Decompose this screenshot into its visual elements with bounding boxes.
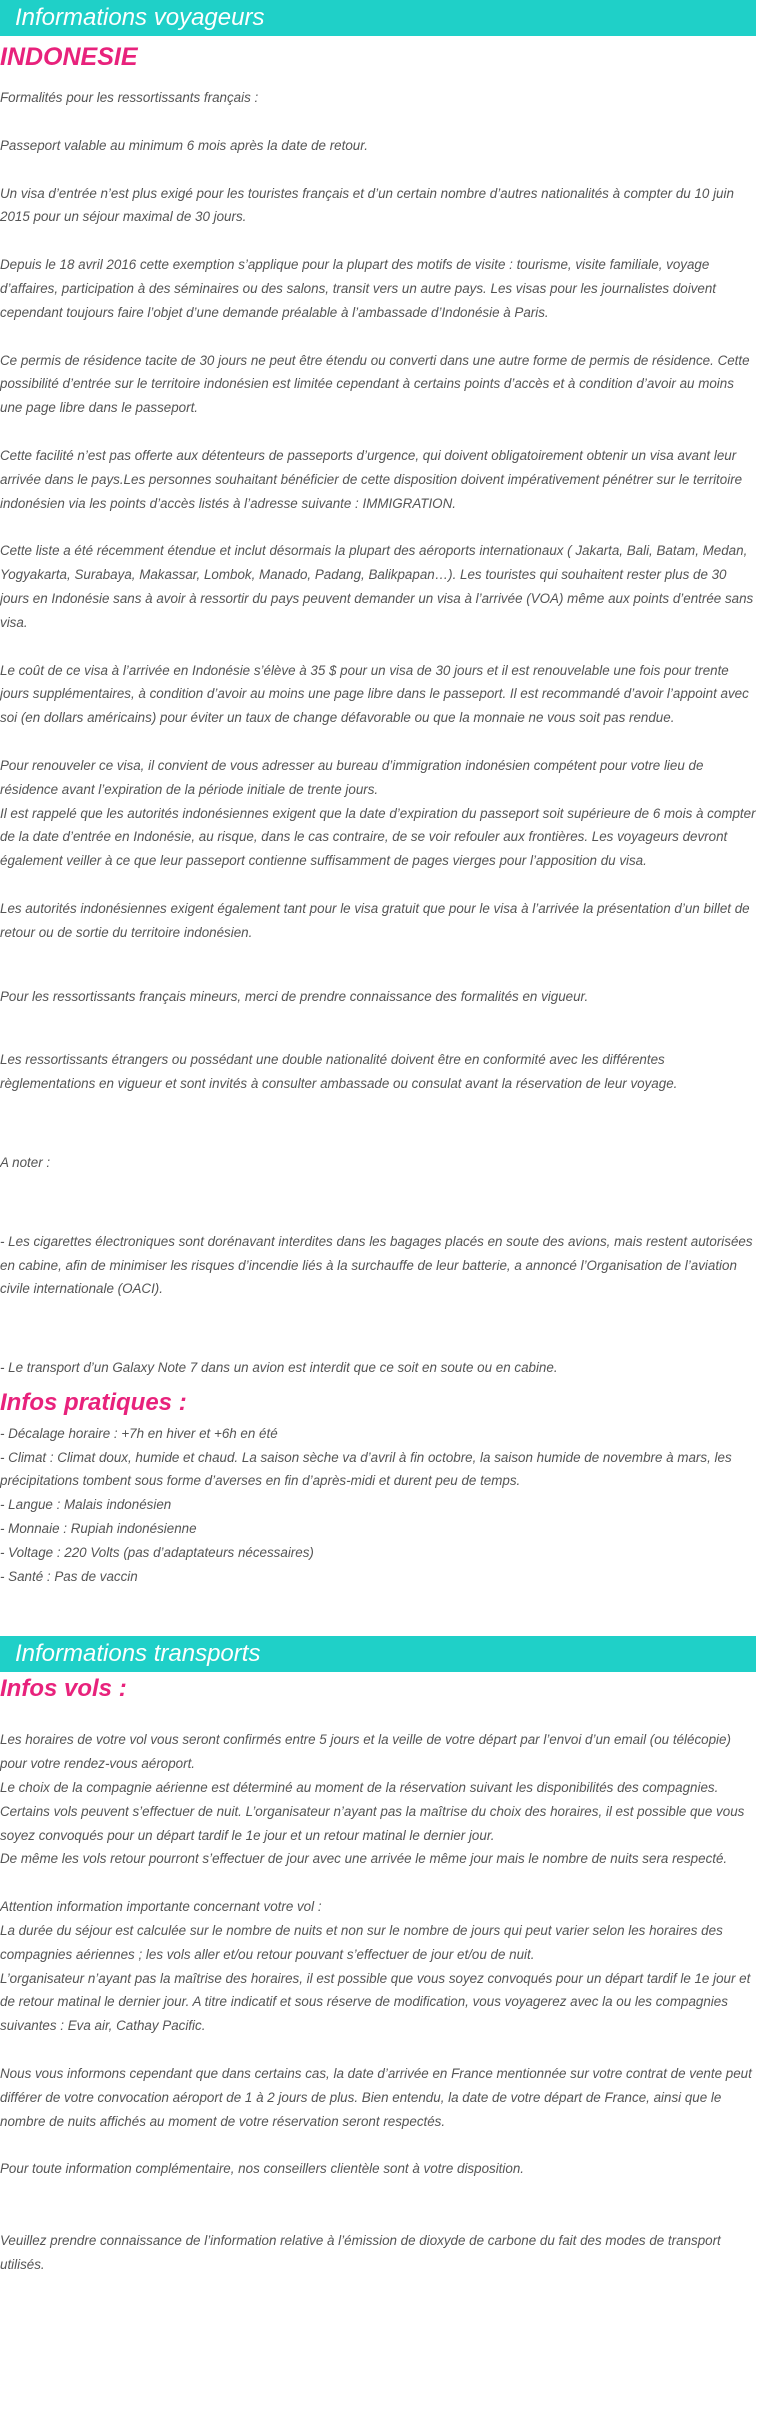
e-cigarettes-note: - Les cigarettes électroniques sont dorénavant interdites dans les bagages placés en soute des avions, mais restent autorisées en cabine, afin de minimiser les risques d’incendie liés à la surchauffe de leur batterie, a annoncé l’Organisation de l’aviation civile internationale (OACI). (0, 1233, 753, 1297)
co2-info-paragraph: Veuillez prendre connaissance de l’information relative à l’émission de dioxyde de carbone du fait des modes de transport utilisés. (0, 2233, 721, 2273)
return-ticket-paragraph: Les autorités indonésiennes exigent également tant pour le visa gratuit que pour le visa à l’arrivée la présentation d’un billet de retour ou de sortie du territoire indonésien. (0, 900, 750, 940)
voyageurs-banner-title: Informations voyageurs (15, 4, 265, 31)
foreign-nationals-paragraph: Les ressortissants étrangers ou possédant une double nationalité doivent être en conformité avec les différentes règlementations en vigueur et sont invités à consulter ambassade ou consulat avant la réservation de leur voyage. (0, 1052, 678, 1092)
passport-paragraph: Passeport valable au minimum 6 mois après la date de retour. (0, 137, 368, 153)
exemption-scope-paragraph: Depuis le 18 avril 2016 cette exemption s’applique pour la plupart des motifs de visite : tourisme, visite familiale, voyage d’affaires, participation à des séminaires ou des salons, transit vers un autre pays. Les visas pour les journalistes doivent cependant toujours faire l’objet d’une demande préalable à l’ambassade d’Indonésie à Paris. (0, 257, 717, 320)
galaxy-note-warning: - Le transport d’un Galaxy Note 7 dans un avion est interdit que ce soit en soute ou en cabine. (0, 1360, 558, 1376)
passport-validity-paragraph: Il est rappelé que les autorités indonésiennes exigent que la date d’expiration du passeport soit supérieure de 6 mois à compter de la date d’entrée en Indonésie, au risque, dans le cas contraire, de se voir refouler aux frontières. Les voyageurs devront également veiller à ce que leur passeport contienne suffisamment de pages vierges pour l’apposition du visa. (0, 805, 756, 869)
airlines-paragraph: L’organisateur n’ayant pas la maîtrise des horaires, il est possible que vous soyez convoqués pour un départ tardif le 1e jour et de retour matinal le dernier jour. A titre indicatif et sous réserve de modification, vous voyagerez avec la ou les compagnies suivantes : Eva air, Cathay Pacific. (0, 1970, 751, 2034)
list-item: - Voltage : 220 Volts (pas d’adaptateurs nécessaires) (0, 1544, 314, 1560)
minors-paragraph: Pour les ressortissants français mineurs, merci de prendre connaissance des formalités en vigueur. (0, 988, 589, 1004)
transports-banner-title: Informations transports (15, 1640, 261, 1668)
stay-duration-paragraph: La durée du séjour est calculée sur le nombre de nuits et non sur le nombre de jours qui peut varier selon les horaires des compagnies aériennes ; les vols aller et/ou retour pouvant s’effectuer de jour et/ou de nuit. (0, 1923, 723, 1962)
transports-banner (0, 1636, 756, 1672)
airports-list-paragraph: Cette liste a été récemment étendue et inclut désormais la plupart des aéroports internationaux ( Jakarta, Bali, Batam, Medan, Yogyakarta, Surabaya, Makassar, Lombok, Manado, Padang, Balikpapan…). Les touristes qui souhaitent rester plus de 30 jours en Indonésie sans à avoir à ressortir du pays peuvent demander un visa à l’arrivée (VOA) même aux points d’entrée sans visa. (0, 543, 754, 630)
infos-pratiques-list (0, 1422, 758, 1589)
country-title: INDONESIE (0, 43, 138, 71)
visa-exemption-paragraph: Un visa d’entrée n’est plus exigé pour les touristes français et d’un certain nombre d’autres nationalités à compter du 10 juin 2015 pour un séjour maximal de 30 jours. (0, 185, 734, 225)
emergency-passport-paragraph: Cette facilité n’est pas offerte aux détenteurs de passeports d’urgence, qui doivent obligatoirement obtenir un visa avant leur arrivée dans le pays.Les personnes souhaitant bénéficier de cette disposition doivent impérativement pénétrer sur le territoire indonésien via les points d’accès listés à l’adresse suivante : IMMIGRATION. (0, 447, 743, 511)
infos-vols-title: Infos vols : (0, 1675, 127, 1703)
list-item: - Langue : Malais indonésien (0, 1497, 172, 1513)
flight-times-paragraph: Les horaires de votre vol vous seront confirmés entre 5 jours et la veille de votre départ par l’envoi d’un email (ou télécopie) pour votre rendez-vous aéroport. (0, 1732, 731, 1772)
return-flights-paragraph: De même les vols retour pourront s’effectuer de jour avec une arrivée le même jour mais le nombre de nuits sera respecté. (0, 1851, 728, 1867)
voyageurs-banner (0, 0, 756, 36)
list-item: - Climat : Climat doux, humide et chaud. La saison sèche va d’avril à fin octobre, la saison humide de novembre à mars, les précipitations tombent sous forme d’averses en fin d’après-midi et durent peu de temps. (0, 1449, 732, 1489)
list-item: - Monnaie : Rupiah indonésienne (0, 1521, 197, 1537)
formalites-intro: Formalités pour les ressortissants français : (0, 90, 259, 105)
residence-permit-paragraph: Ce permis de résidence tacite de 30 jours ne peut être étendu ou converti dans une autre forme de permis de résidence. Cette possibilité d’entrée sur le territoire indonésien est limitée cependant à certains points d’accès et à condition d’avoir au moins une page libre dans le passeport. (0, 352, 750, 416)
visa-cost-paragraph: Le coût de ce visa à l’arrivée en Indonésie s’élève à 35 $ pour un visa de 30 jours et il est renouvelable une fois pour trente jours supplémentaires, à condition d’avoir au moins une page libre dans le passeport. Il est recommandé d’avoir l’appoint avec soi (en dollars américains) pour éviter un taux de change défavorable ou que la monnaie ne vous soit pas rendue. (0, 662, 749, 726)
airline-choice-paragraph: Le choix de la compagnie aérienne est déterminé au moment de la réservation suivant les disponibilités des compagnies. Certains vols peuvent s’effectuer de nuit. L’organisateur n’ayant pas la maîtrise du choix des horaires, il est possible que vous soyez convoqués pour un départ tardif le 1e jour et un retour matinal le dernier jour. (0, 1780, 745, 1843)
list-item: - Décalage horaire : +7h en hiver et +6h en été (0, 1425, 278, 1441)
list-item: - Santé : Pas de vaccin (0, 1568, 138, 1584)
note-label: A noter : (0, 1154, 51, 1170)
arrival-date-paragraph: Nous vous informons cependant que dans certains cas, la date d’arrivée en France mentionnée sur votre contrat de vente peut différer de votre convocation aéroport de 1 à 2 jours de plus. Bien entendu, la date de votre départ de France, ainsi que le nombre de nuits affichés au moment de votre réservation seront respectés. (0, 2066, 752, 2129)
important-info-label: Attention information importante concernant votre vol : (0, 1899, 322, 1915)
infos-pratiques-title: Infos pratiques : (0, 1388, 187, 1416)
contact-paragraph: Pour toute information complémentaire, nos conseillers clientèle sont à votre disposition. (0, 2161, 524, 2177)
visa-renewal-paragraph: Pour renouveler ce visa, il convient de vous adresser au bureau d’immigration indonésien compétent pour votre lieu de résidence avant l’expiration de la période initiale de trente jours. (0, 757, 704, 797)
